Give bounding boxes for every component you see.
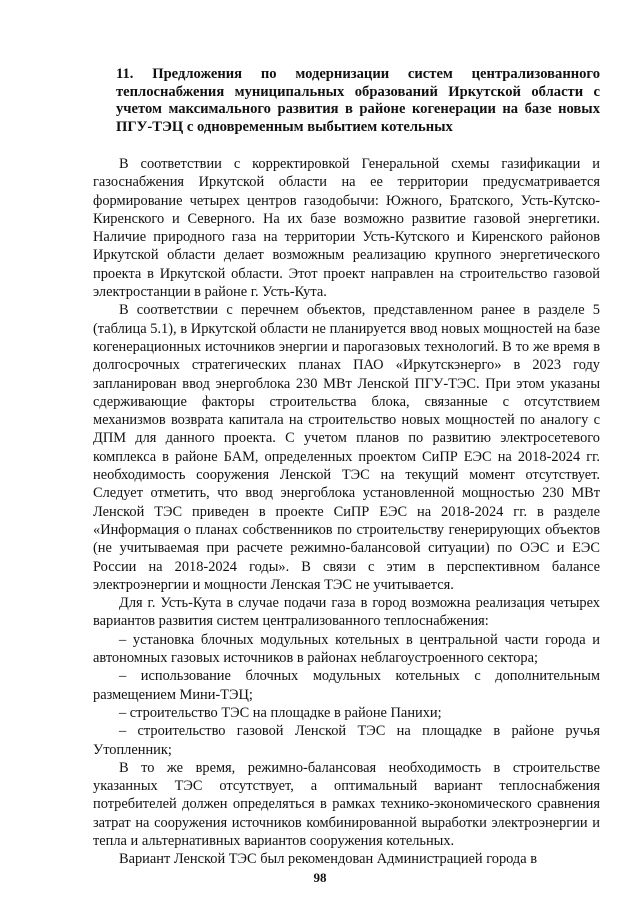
paragraph: В соответствии с перечнем объектов, представленном ранее в разделе 5 (таблица 5.1), в Иркутской области не планируется ввод новых мощностей на базе когенерационных источников энергии и парогазовых технологий. В то же время в долгосрочных стратегических планах ПАО «Иркутскэнерго» в 2023 году запланирован ввод энергоблока 230 МВт Ленской ПГУ-ТЭС. При этом указаны сдерживающие факторы строительства блока, связанные с отсутствием механизмов возврата капитала на строительство новых мощностей по аналогу с ДПМ для данного проекта. С учетом планов по развитию электросетевого комплекса в районе БАМ, определенных проектом СиПР ЕЭС на 2018-2024 гг. необходимость сооружения Ленской ТЭС на текущий момент отсутствует. Следует отметить, что ввод энергоблока установленной мощностью 230 МВт Ленской ТЭС приведен в проекте СиПР ЕЭС на 2018-2024 гг. в разделе «Информация о планах собственников по строительству генерирующих объектов (не учитываемая при расчете режимно-балансовой ситуации) по ОЭС и ЕЭС России на 2018-2024 годы». В связи с этим в перспективном балансе электроэнергии и мощности Ленская ТЭС не учитывается. — [93, 302, 600, 593]
page-number: 98 — [313, 870, 327, 885]
paragraph: Вариант Ленской ТЭС был рекомендован Администрацией города в — [119, 851, 538, 868]
document-body — [93, 155, 600, 869]
list-item: – строительство ТЭС на площадке в районе Панихи; — [119, 704, 442, 721]
list-item: – строительство газовой Ленской ТЭС на площадке в районе ручья Утопленник; — [93, 723, 600, 758]
paragraph: В то же время, режимно-балансовая необходимость в строительстве указанных ТЭС отсутствует, а оптимальный вариант теплоснабжения потребителей должен определяться в рамках технико-экономического сравнения затрат на сооружения источников комбинированной выработки электроэнергии и тепла и альтернативных вариантов сооружения котельных. — [93, 759, 600, 849]
paragraph: Для г. Усть-Кута в случае подачи газа в город возможна реализация четырех вариантов развития систем централизованного теплоснабжения: — [93, 595, 600, 630]
list-item: – установка блочных модульных котельных в центральной части города и автономных газовых источников в районах неблагоустроенного сектора; — [93, 631, 600, 667]
section-heading: 11. Предложения по модернизации систем централизованного теплоснабжения муниципальных образований Иркутской области с учетом максимального развития в районе когенерации на базе новых ПГУ-ТЭЦ с одновременным выбытием котельных — [116, 66, 600, 135]
paragraph: В соответствии с корректировкой Генеральной схемы газификации и газоснабжения Иркутской области на ее территории предусматривается формирование четырех центров газодобычи: Южного, Братского, Усть-Кутско-Киренского и Северного. На их базе возможно развитие газовой энергетики. Наличие природного газа на территории Усть-Кутского и Киренского районов Иркутской области делает возможным реализацию крупного энергетического проекта в Иркутской области. Этот проект направлен на строительство газовой электростанции в районе г. Усть-Кута. — [93, 156, 600, 301]
list-item: – использование блочных модульных котельных с дополнительным размещением Мини-ТЭЦ; — [93, 668, 600, 703]
